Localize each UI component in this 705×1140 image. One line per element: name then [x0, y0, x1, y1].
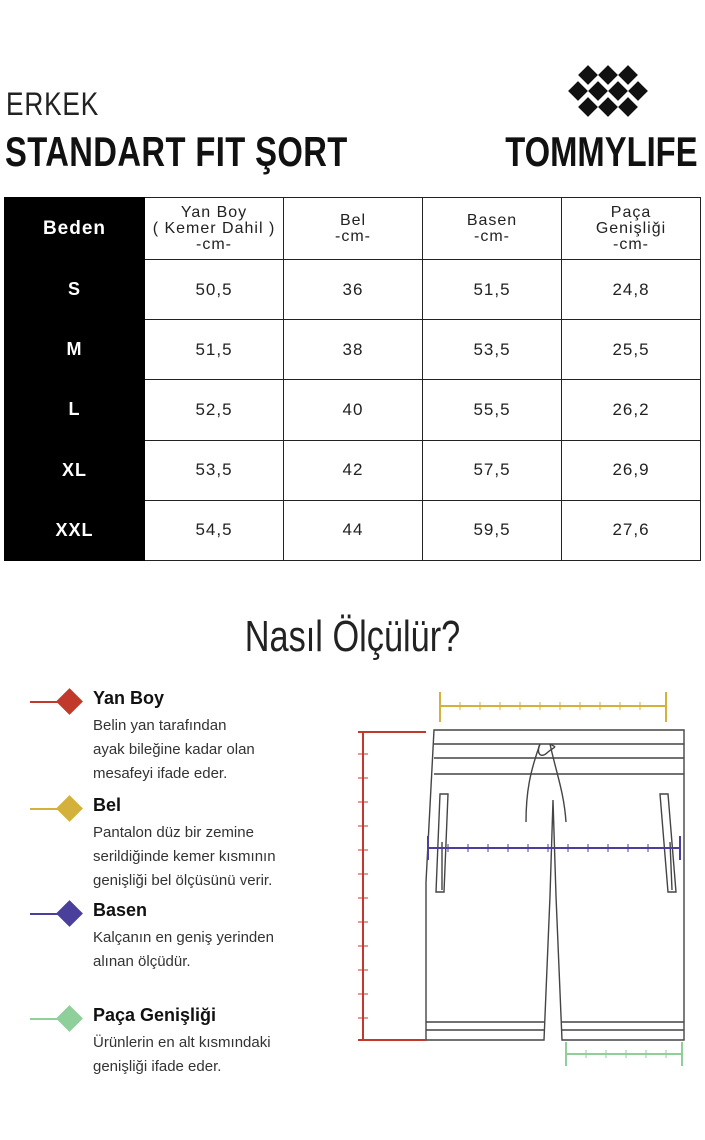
legend-line: genişliği ifade eder.	[93, 1058, 222, 1075]
column-header-bel	[284, 198, 423, 260]
table-cell: 57,5	[423, 440, 562, 500]
basen-marker-icon	[30, 900, 90, 930]
table-cell: 52,5	[145, 380, 284, 440]
column-header-line: Genişliği	[595, 219, 667, 237]
column-header-line: -cm-	[613, 235, 649, 253]
column-header-line: -cm-	[474, 227, 510, 245]
table-cell: 59,5	[423, 500, 562, 560]
bel-measure-line	[440, 692, 666, 722]
column-header-line: Bel	[339, 211, 367, 229]
paca-marker-icon	[30, 1005, 90, 1035]
legend-line: Pantalon düz bir zemine	[93, 824, 254, 841]
table-row	[5, 380, 701, 440]
table-cell: 55,5	[423, 380, 562, 440]
table-cell: 44	[284, 500, 423, 560]
legend-description	[93, 714, 333, 786]
size-chart-table	[4, 197, 701, 561]
table-cell: 26,9	[562, 440, 701, 500]
column-header-line: Yan Boy	[180, 203, 248, 221]
legend-description	[93, 1031, 333, 1079]
size-column-header: Beden	[5, 198, 145, 260]
legend-line: mesafeyi ifade eder.	[93, 765, 228, 782]
how-to-measure-title: Nasıl Ölçülür?	[244, 612, 461, 661]
shorts-measurement-diagram	[350, 682, 695, 1070]
column-header-line: -cm-	[196, 235, 232, 253]
table-header-row	[5, 198, 701, 260]
yan-boy-marker-icon	[30, 688, 90, 718]
legend-line: ayak bileğine kadar olan	[93, 741, 255, 758]
brand-logo-icon	[565, 64, 651, 122]
paca-measure-line	[566, 1042, 682, 1066]
table-row	[5, 260, 701, 320]
legend-description	[93, 926, 333, 974]
legend-line: Belin yan tarafından	[93, 717, 227, 734]
legend-label: Yan Boy	[93, 688, 165, 708]
column-header-line: ( Kemer Dahil )	[152, 219, 276, 237]
table-cell: 38	[284, 320, 423, 380]
legend-line: serildiğinde kemer kısmının	[93, 848, 276, 865]
table-cell: 51,5	[145, 320, 284, 380]
table-cell: 24,8	[562, 260, 701, 320]
table-cell: 54,5	[145, 500, 284, 560]
bel-marker-icon	[30, 795, 90, 825]
legend-label: Paça Genişliği	[93, 1005, 217, 1025]
table-cell: 51,5	[423, 260, 562, 320]
column-header-yan-boy	[145, 198, 284, 260]
column-header-basen	[423, 198, 562, 260]
legend-description	[93, 821, 333, 893]
table-cell: 42	[284, 440, 423, 500]
table-cell: 40	[284, 380, 423, 440]
table-row	[5, 440, 701, 500]
yan-boy-measure-line	[358, 732, 426, 1040]
brand-name: TOMMYLIFE	[505, 128, 698, 175]
size-label: XXL	[5, 500, 145, 560]
table-cell: 50,5	[145, 260, 284, 320]
column-header-line: Paça	[610, 203, 652, 221]
table-cell: 27,6	[562, 500, 701, 560]
size-label: XL	[5, 440, 145, 500]
table-row	[5, 500, 701, 560]
legend-line: genişliği bel ölçüsünü verir.	[93, 872, 273, 889]
page-title: STANDART FIT ŞORT	[5, 128, 348, 175]
legend-label: Bel	[93, 795, 122, 815]
legend-label: Basen	[93, 900, 148, 920]
table-cell: 53,5	[423, 320, 562, 380]
size-label: S	[5, 260, 145, 320]
size-label: L	[5, 380, 145, 440]
column-header-paca	[562, 198, 701, 260]
table-cell: 25,5	[562, 320, 701, 380]
table-cell: 53,5	[145, 440, 284, 500]
size-label: M	[5, 320, 145, 380]
table-cell: 26,2	[562, 380, 701, 440]
column-header-line: -cm-	[335, 227, 371, 245]
legend-line: Ürünlerin en alt kısmındaki	[93, 1034, 271, 1051]
shorts-outline-icon	[426, 730, 684, 1040]
table-row	[5, 320, 701, 380]
legend-line: Kalçanın en geniş yerinden	[93, 929, 274, 946]
legend-line: alınan ölçüdür.	[93, 953, 191, 970]
table-cell: 36	[284, 260, 423, 320]
header-subtitle: ERKEK	[6, 86, 100, 122]
column-header-line: Basen	[466, 211, 518, 229]
